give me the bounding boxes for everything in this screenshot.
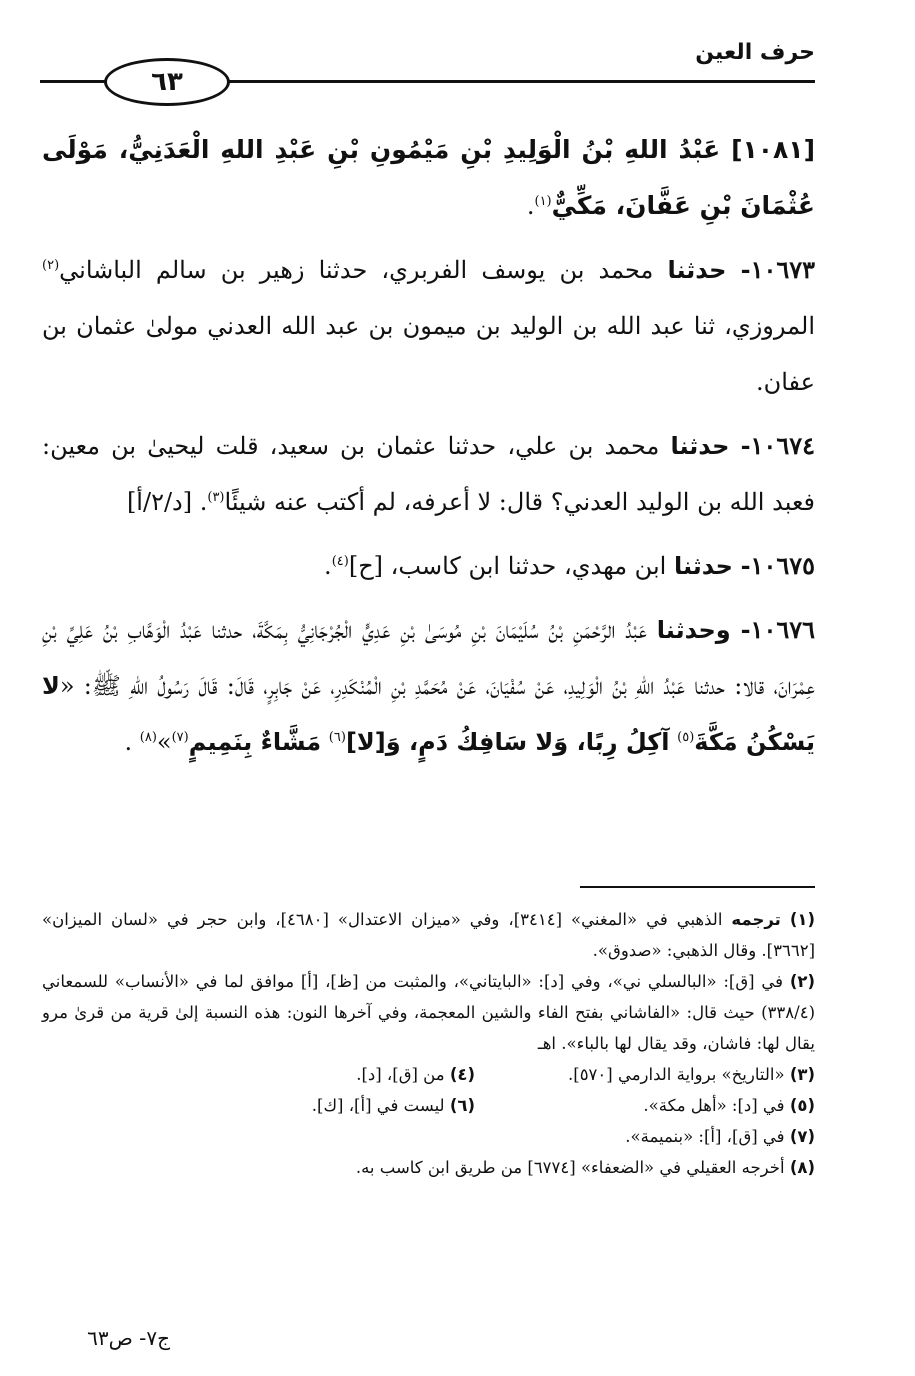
footnote-7 <box>42 1121 815 1152</box>
footnote-ref: (٦) <box>328 730 346 745</box>
footnote-row <box>42 1059 815 1090</box>
hadith-text: ابن مهدي، حدثنا ابن كاسب، [ح] <box>348 552 667 580</box>
footnote-label: (٨) <box>789 1158 815 1177</box>
hadith-number: ١٠٦٧٦- <box>740 615 815 644</box>
hadith-opening: وحدثنا <box>656 616 731 644</box>
hadith-text: عَبْدُ الرَّحْمَنِ بْنُ سُلَيْمَانَ بْنِ مُوسَىٰ بْنِ عَدِيٍّ الْجُرْجَانِيُّ بِمَكَّةَ، حدثنا عَبْدُ الْوَهَّابِ بْنُ عَلِيِّ بْنِ عِمْرَانَ، قالا: حدثنا عَبْدُ اللهِ بْنُ الْوَلِيدِ، عَنْ سُفْيَانَ، عَنْ مُحَمَّدِ بْنِ الْمُنْكَدِرِ، عَنْ جَابِرٍ، قَالَ: قَالَ رَسُولُ اللهِ ﷺ: « <box>42 616 815 700</box>
footnote-label: (٤) <box>449 1065 475 1084</box>
footnote-3 <box>515 1059 815 1090</box>
footnote-4 <box>175 1059 475 1090</box>
footnote-text: في [د]: «أهل مكة». <box>643 1096 785 1115</box>
footnote-text: الذهبي في «المغني» [٣٤١٤]، وفي «ميزان الاعتدال» [٤٦٨٠]، وابن حجر في «لسان الميزان» [٣٦٦٢]. وقال الذهبي: «صدوق». <box>42 910 815 960</box>
footnote-label: (٢) <box>789 972 815 991</box>
page-header <box>40 38 815 108</box>
footnote-2 <box>42 966 815 1059</box>
entry-heading <box>42 122 815 234</box>
body-text <box>42 122 815 778</box>
hadith-text: محمد بن علي، حدثنا عثمان بن سعيد، قلت ليحيىٰ بن معين: فعبد الله بن الوليد العدني؟ قال: لا أعرفه، لم أكتب عنه شيئًا <box>42 432 815 516</box>
hadith-paragraph <box>42 418 815 530</box>
hadith-opening: حدثنا <box>667 256 727 284</box>
hadith-paragraph <box>42 602 815 770</box>
footnotes <box>42 904 815 1183</box>
prophetic-quote: لا يَسْكُنُ مَكَّةَ <box>42 672 815 756</box>
footnote-label: (٣) <box>789 1065 815 1084</box>
footnote-text: ليست في [أ]، [ك]. <box>311 1096 445 1115</box>
hadith-paragraph <box>42 242 815 410</box>
hadith-text: . <box>324 552 332 580</box>
prophetic-quote: آكِلُ رِبًا، وَلا سَافِكُ دَمٍ، وَ[لا] <box>345 728 670 756</box>
hadith-opening: حدثنا <box>670 432 730 460</box>
hadith-number: ١٠٦٧٥- <box>740 551 815 580</box>
footnote-ref: (٨) <box>139 730 157 745</box>
footnote-ref: (٣) <box>207 490 225 505</box>
footnote-5 <box>515 1090 815 1121</box>
footnote-divider <box>580 886 815 888</box>
footnote-text: في [ق]، [أ]: «بنميمة». <box>625 1127 785 1146</box>
footnote-ref: (٥) <box>677 730 695 745</box>
footnote-label: (٧) <box>789 1127 815 1146</box>
footnote-text: في [ق]: «البالسلي ني»، وفي [د]: «البايتاني»، والمثبت من [ظ]، [أ] موافق لما في «الأنساب» للسمعاني (٣٣٨/٤) حيث قال: «الفاشاني بفتح الفاء والشين المعجمة، وفي آخرها النون: هذه النسبة إلىٰ قرية من قرىٰ مرو يقال لها: فاشان، وقد يقال لها بالباء». اهـ <box>42 972 815 1053</box>
hadith-text: محمد بن يوسف الفربري، حدثنا زهير بن سالم الباشاني <box>59 256 654 284</box>
volume-page-reference: ج٧- ص٦٣ <box>87 1326 170 1350</box>
hadith-text: . [د/٢/أ] <box>126 488 208 516</box>
quote-close: » <box>156 728 172 756</box>
footnote-ref: (٤) <box>331 554 349 569</box>
entry-heading-end: . <box>526 192 535 220</box>
footnote-label: (١) <box>789 910 815 929</box>
footnote-8 <box>42 1152 815 1183</box>
hadith-end: . <box>124 728 133 756</box>
footnote-text: من [ق]، [د]. <box>356 1065 445 1084</box>
entry-heading-text: [١٠٨١] عَبْدُ اللهِ بْنُ الْوَلِيدِ بْنِ مَيْمُونِ بْنِ عَبْدِ اللهِ الْعَدَنِيُّ، مَوْلَى عُثْمَانَ بْنِ عَفَّانَ، مَكِّيٌّ <box>42 135 815 220</box>
hadith-text: المروزي، ثنا عبد الله بن الوليد بن ميمون بن عبد الله العدني مولىٰ عثمان بن عفان. <box>42 312 815 396</box>
footnote-6 <box>175 1090 475 1121</box>
footnote-text: أخرجه العقيلي في «الضعفاء» [٦٧٧٤] من طريق ابن كاسب به. <box>355 1158 785 1177</box>
footnote-1 <box>42 904 815 966</box>
footnote-keyword: ترجمه <box>731 910 781 929</box>
footnote-ref: (١) <box>534 194 552 209</box>
footnote-ref: (٢) <box>42 258 60 273</box>
page-number: ٦٣ <box>104 58 230 106</box>
hadith-paragraph <box>42 538 815 594</box>
footnote-ref: (٧) <box>171 730 189 745</box>
footnote-row <box>42 1090 815 1121</box>
footnote-text: «التاريخ» برواية الدارمي [٥٧٠]. <box>568 1065 785 1084</box>
prophetic-quote: مَشَّاءٌ بِنَمِيمٍ <box>188 728 322 756</box>
hadith-opening: حدثنا <box>673 552 733 580</box>
hadith-number: ١٠٦٧٤- <box>740 431 815 460</box>
running-title: حرف العين <box>695 40 815 65</box>
hadith-number: ١٠٦٧٣- <box>740 255 816 284</box>
footnote-label: (٦) <box>449 1096 475 1115</box>
footnote-label: (٥) <box>789 1096 815 1115</box>
